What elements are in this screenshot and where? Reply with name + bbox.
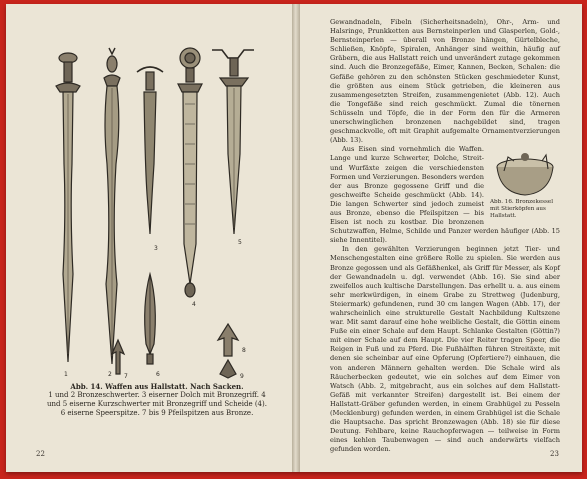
book-gutter [292, 4, 300, 472]
short-sword-4-illustration [178, 48, 202, 297]
label-6: 6 [156, 371, 160, 378]
book-spread [6, 4, 582, 472]
paragraph-3: In den gewählten Verzierungen beginnen jetzt Tier- und Menschengestalten eine größere Rolle zu spielen. Sie werden aus Bronze gegossen und als Gefäßhenkel, als Griff für Messer, als Kopf der Gewandnadeln u. dgl. verwendet (Abb. 16). Sie sind aber zweifellos auch kultische Darstellungen. Das erhellt u. a. aus einem sehr merkwürdigen, in einem Grabe zu Strettweg (Judenburg, Steiermark) gefundenen, rund 30 cm langen Wagen (Abb. 17), der wahrscheinlich eine strukturelle Gestalt Nachbildung Kultszene war. Mit samt darauf eine hohe weibliche Gestalt, die Göttin einem Fuße ein einer Schale auf dem Haupt. Schlanke Gestalten (Göttin?) mit einer Schale auf dem Haupt. Die vier Reiter tragen Speer, die Reigen in Fuß und zu Pferd. Die Fußhälften führen Streitäxte, mit denen sie scheinbar auf eine Opferung (Opfertiere?) einhauen, die von anderen Männern gehalten werden. Die Schale wird als Räucherbecken gedeutet, wie ein solches auf dem Eimer von Watsch (Abb. 2, mitgebracht, aus ein solches auf dem Hallstatt-Gefäß mit verkannter Streifen) dargestellt ist. Bei einem der Hallstatt-Gräber gefunden werden, in einem Grabhügel zu Pesseln (Mecklenburg) gefunden werden, in einem Grabhügel ist die Schale die Hauptsache. Das spricht Bronzewagen (Abb. 18) sie für diese Deutung. Fehlbare, keine Rauchopferwagen — teilweise in Form eines kehlen Taubenwagen — sind auch anderwärts vielfach gefunden worden. [330, 245, 560, 454]
sword-1-illustration [56, 53, 80, 362]
kettle-figure [490, 147, 560, 220]
left-page [6, 4, 293, 472]
caption-body: 1 und 2 Bronzeschwerter. 3 eiserner Dolch mit Bronzegriff. 4 und 5 eiserne Kurzschwerter mit Bronzegriff und Scheide (4). 6 eiserne Speerspitze. 7 bis 9 Pfeilspitzen aus Bronze. [47, 391, 267, 417]
paragraph-2: Aus Eisen sind vornehmlich die Waffen. Lange und kurze Schwerter, Dolche, Streit- und Wurfäxte zeigen die verschiedensten Formen und Verzierungen. Besonders werden der aus Bronze gegossene Griff und die geschweifte Scheide geschmückt (Abb. 14). Die langen Schwerter sind jedoch zumeist aus Bronze, ebenso die Pfeilspitzen — bis Eisen ist noch zu kostbar. Die bronzenen Schutzwaffen, Helme, Schilde und Panzer werden häufiger (Abb. 15 siehe Innentitel). [330, 145, 560, 245]
weapons-plate [42, 44, 270, 384]
body-text [330, 18, 560, 455]
dagger-3-illustration [137, 67, 163, 234]
label-9: 9 [240, 373, 244, 380]
arrowhead-9-illustration [220, 360, 236, 378]
sword-2-illustration [104, 48, 120, 364]
spear-6-illustration [145, 274, 156, 364]
label-8: 8 [242, 347, 246, 354]
paragraph-1: Gewandnadeln, Fibeln (Sicherheitsnadeln), Ohr-, Arm- und Halsringe, Prunkketten aus Bernsteinperlen und Glasperlen, Gold-, Bernsteinperlen — überall von Bronze hängen, Gürtelbleche, Schließen, Knöpfe, Spiralen, Anhänger sind weithin, häufig auf Gräbern, die aus Hallstatt reich und unverändert zutage gekommen sind. Auch die Bronzegefäße, Eimer, Kannen, Becken, Schalen: die Gefäße gehören zu den schönsten Stücken geschmiedeter Kunst, die größten aus einem Stück getrieben, die kleineren aus zusammengesetzten Streifen, zusammengenietet (Abb. 12). Auch die Tongefäße sind reich geschmückt. Zumal die tönernen Schüsseln und Töpfe, die in der Form den für die Armeren unerschwinglichen bronzenen nachgebildet sind, tragen geschmackvolle, oft mit Graphit aufgemalte Ornamentverzierungen (Abb. 13). [330, 18, 560, 145]
label-4: 4 [192, 301, 196, 308]
label-7: 7 [124, 373, 128, 380]
short-sword-5-illustration [212, 50, 254, 234]
page-number-left: 22 [36, 450, 45, 458]
figure-caption [46, 382, 268, 418]
label-2: 2 [108, 371, 112, 378]
kettle-caption: Abb. 16. Bronzekessel mit Stierköpfen aus Hallstatt. [490, 199, 553, 220]
arrowhead-8-illustration [218, 324, 238, 356]
right-page [300, 4, 582, 472]
weapons-illustration [42, 44, 270, 384]
bronze-kettle-illustration [490, 147, 560, 199]
page-number-right: 23 [550, 450, 559, 458]
caption-title: Abb. 14. Waffen aus Hallstatt. Nach Sacken. [70, 382, 244, 391]
arrowhead-7-illustration [112, 340, 124, 374]
label-5: 5 [238, 239, 242, 246]
label-1: 1 [64, 371, 68, 378]
label-3: 3 [154, 245, 158, 252]
